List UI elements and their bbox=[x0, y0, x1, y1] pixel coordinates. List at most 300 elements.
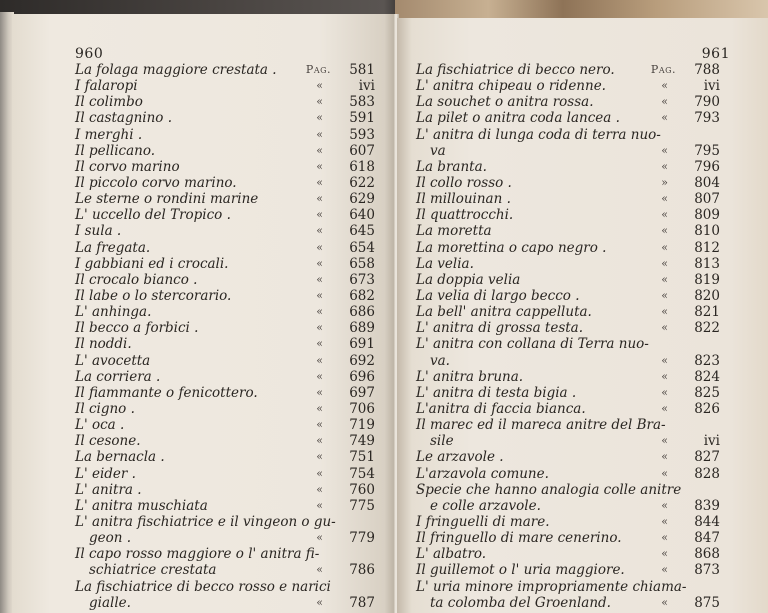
entry-title-line bbox=[75, 78, 375, 94]
entry-title: Il noddi. bbox=[75, 336, 132, 353]
entry-title-line bbox=[416, 466, 720, 482]
ditto-mark: « bbox=[661, 369, 668, 383]
entry-title-line bbox=[75, 191, 375, 207]
entry-title-continuation bbox=[75, 595, 375, 611]
entry-title-line bbox=[75, 62, 375, 78]
index-entry bbox=[75, 433, 375, 449]
entry-title-line bbox=[75, 207, 375, 223]
entry-page-number: 754 bbox=[349, 465, 375, 482]
entry-title: La bernacla . bbox=[75, 449, 165, 466]
entry-title: La velia. bbox=[416, 255, 474, 272]
entry-title: e colle arzavole. bbox=[430, 497, 541, 514]
ditto-mark: « bbox=[316, 595, 323, 609]
ditto-mark: « bbox=[661, 192, 668, 206]
entry-page-number: 875 bbox=[694, 594, 720, 611]
entry-title: Il capo rosso maggiore o l' anitra fi- bbox=[75, 546, 320, 563]
ditto-mark: « bbox=[661, 95, 668, 109]
entry-title: Il cesone. bbox=[75, 433, 141, 450]
entry-title-line bbox=[416, 256, 720, 272]
ditto-mark: « bbox=[316, 175, 323, 189]
entry-page-number: 822 bbox=[694, 320, 720, 337]
entry-title-line bbox=[416, 110, 720, 126]
ditto-mark: « bbox=[661, 159, 668, 173]
index-entry bbox=[75, 159, 375, 175]
entry-title-line bbox=[416, 62, 720, 78]
index-entry bbox=[75, 143, 375, 159]
entry-title-line bbox=[416, 94, 720, 110]
page-number: 960 bbox=[75, 46, 104, 62]
entry-title-line bbox=[416, 562, 720, 578]
page-number: 961 bbox=[701, 46, 730, 62]
entry-page-number: 697 bbox=[349, 384, 375, 401]
entry-title: Il castagnino . bbox=[75, 110, 173, 127]
entry-title: La branta. bbox=[416, 158, 487, 175]
entry-title: La velia di largo becco . bbox=[416, 287, 580, 304]
ditto-mark: « bbox=[661, 224, 668, 238]
entry-title: Le arzavole . bbox=[416, 449, 504, 466]
ditto-mark: « bbox=[661, 450, 668, 464]
entry-page-number: 795 bbox=[694, 142, 720, 159]
index-entry bbox=[75, 320, 375, 336]
ditto-mark: « bbox=[661, 563, 668, 577]
index-entry bbox=[75, 546, 375, 578]
index-entry bbox=[416, 127, 720, 159]
index-entry bbox=[75, 207, 375, 223]
entry-page-number: 779 bbox=[349, 530, 375, 547]
entry-page-number: 839 bbox=[694, 497, 720, 514]
ditto-mark: « bbox=[316, 224, 323, 238]
ditto-mark: « bbox=[316, 337, 323, 351]
entry-title: La corriera . bbox=[75, 368, 161, 385]
entry-title: L' eider . bbox=[75, 465, 136, 482]
entry-title: L' albatro. bbox=[416, 546, 487, 563]
entry-page-number: ivi bbox=[703, 433, 720, 450]
entry-title-line bbox=[416, 207, 720, 223]
entry-title-line bbox=[75, 449, 375, 465]
entry-title-line bbox=[75, 143, 375, 159]
entry-page-number: 825 bbox=[694, 384, 720, 401]
index-entry bbox=[75, 191, 375, 207]
entry-title: Il marec ed il mareca anitre del Bra- bbox=[416, 417, 666, 434]
entry-page-number: 593 bbox=[349, 126, 375, 143]
index-entry bbox=[75, 223, 375, 239]
index-entry bbox=[416, 191, 720, 207]
entry-page-number: 793 bbox=[694, 110, 720, 127]
index-entry bbox=[416, 369, 720, 385]
entry-page-number: 696 bbox=[349, 368, 375, 385]
index-entry bbox=[75, 175, 375, 191]
index-entry bbox=[75, 466, 375, 482]
ditto-mark: « bbox=[661, 305, 668, 319]
index-entry bbox=[416, 256, 720, 272]
index-entry bbox=[75, 304, 375, 320]
page-abbrev-label: Pag. bbox=[305, 63, 331, 76]
entry-title: Il fiammante o fenicottero. bbox=[75, 384, 258, 401]
entry-page-number: 645 bbox=[349, 223, 375, 240]
entry-title: Il quattrocchi. bbox=[416, 207, 514, 224]
entry-page-number: 813 bbox=[694, 255, 720, 272]
index-entry bbox=[75, 272, 375, 288]
index-entry bbox=[416, 579, 720, 611]
index-entry bbox=[75, 353, 375, 369]
ditto-mark: « bbox=[316, 192, 323, 206]
entry-title-line bbox=[75, 482, 375, 498]
entry-title: Il labe o lo stercorario. bbox=[75, 287, 232, 304]
entry-title-line bbox=[416, 449, 720, 465]
ditto-mark: « bbox=[661, 256, 668, 270]
index-entry bbox=[75, 62, 375, 78]
ditto-mark: « bbox=[661, 111, 668, 125]
entry-page-number: 824 bbox=[694, 368, 720, 385]
entry-title-line bbox=[75, 401, 375, 417]
entry-title-line bbox=[75, 336, 375, 352]
entry-title-line bbox=[416, 514, 720, 530]
entry-page-number: 788 bbox=[694, 62, 720, 78]
entry-page-number: 607 bbox=[349, 142, 375, 159]
entry-title: I falaropi bbox=[75, 78, 138, 95]
entry-page-number: 629 bbox=[349, 191, 375, 208]
entry-title: L' oca . bbox=[75, 417, 125, 434]
entry-page-number: ivi bbox=[358, 78, 375, 95]
index-entry bbox=[416, 449, 720, 465]
entry-title: L' anitra muschiata bbox=[75, 497, 208, 514]
entry-title-line bbox=[416, 385, 720, 401]
index-entry bbox=[416, 562, 720, 578]
entry-page-number: 827 bbox=[694, 449, 720, 466]
entry-title: L' uccello del Tropico . bbox=[75, 207, 231, 224]
ditto-mark: « bbox=[316, 466, 323, 480]
entry-page-number: 658 bbox=[349, 255, 375, 272]
entry-title-line bbox=[416, 223, 720, 239]
index-entry bbox=[75, 94, 375, 110]
entry-page-number: 820 bbox=[694, 287, 720, 304]
left-page bbox=[12, 14, 396, 613]
entry-title: geon . bbox=[89, 530, 132, 547]
entry-title: La morettina o capo negro . bbox=[416, 239, 607, 256]
entry-page-number: 812 bbox=[694, 239, 720, 256]
index-entry bbox=[416, 417, 720, 449]
entry-page-number: 581 bbox=[349, 62, 375, 78]
entry-title-line bbox=[75, 320, 375, 336]
entry-page-number: ivi bbox=[703, 78, 720, 95]
ditto-mark: « bbox=[661, 288, 668, 302]
index-entry bbox=[416, 272, 720, 288]
entry-title-line bbox=[75, 514, 375, 530]
ditto-mark: « bbox=[316, 127, 323, 141]
ditto-mark: « bbox=[661, 79, 668, 93]
entry-title-line bbox=[416, 272, 720, 288]
ditto-mark: « bbox=[661, 353, 668, 367]
entry-title: Il guillemot o l' uria maggiore. bbox=[416, 562, 625, 579]
ditto-mark: « bbox=[316, 143, 323, 157]
entry-page-number: 809 bbox=[694, 207, 720, 224]
index-entry bbox=[416, 207, 720, 223]
entry-title-line bbox=[75, 546, 375, 562]
ditto-mark: » bbox=[661, 175, 668, 189]
index-entry bbox=[75, 127, 375, 143]
entry-page-number: 749 bbox=[349, 433, 375, 450]
index-entry bbox=[75, 78, 375, 94]
entry-page-number: 583 bbox=[349, 94, 375, 111]
ditto-mark: « bbox=[661, 401, 668, 415]
entry-page-number: 622 bbox=[349, 174, 375, 191]
ditto-mark: « bbox=[316, 159, 323, 173]
entry-title-line bbox=[75, 223, 375, 239]
ditto-mark: « bbox=[661, 498, 668, 512]
index-entry bbox=[75, 110, 375, 126]
index-entry bbox=[75, 498, 375, 514]
entry-title-line bbox=[75, 175, 375, 191]
entry-title-line bbox=[75, 385, 375, 401]
entry-page-number: 760 bbox=[349, 481, 375, 498]
index-entry bbox=[75, 514, 375, 546]
entry-title: L'anitra di faccia bianca. bbox=[416, 400, 586, 417]
ditto-mark: « bbox=[661, 321, 668, 335]
entry-title-continuation bbox=[75, 562, 375, 578]
entry-page-number: 810 bbox=[694, 223, 720, 240]
ditto-mark: « bbox=[316, 401, 323, 415]
entry-title-continuation bbox=[416, 433, 720, 449]
entry-title-line bbox=[416, 530, 720, 546]
entry-title: La moretta bbox=[416, 223, 492, 240]
entry-title: L'arzavola comune. bbox=[416, 465, 549, 482]
index-list bbox=[75, 62, 375, 611]
entry-title: La souchet o anitra rossa. bbox=[416, 94, 594, 111]
entry-title: Il colimbo bbox=[75, 94, 143, 111]
entry-title: Il becco a forbici . bbox=[75, 320, 199, 337]
entry-title-line bbox=[75, 304, 375, 320]
entry-title-continuation bbox=[416, 498, 720, 514]
index-list bbox=[416, 62, 720, 611]
entry-title-line bbox=[75, 272, 375, 288]
entry-title: I gabbiani ed i crocali. bbox=[75, 255, 229, 272]
entry-title: I sula . bbox=[75, 223, 122, 240]
index-entry bbox=[416, 401, 720, 417]
ditto-mark: « bbox=[316, 450, 323, 464]
ditto-mark: « bbox=[316, 240, 323, 254]
index-entry bbox=[75, 240, 375, 256]
entry-page-number: 654 bbox=[349, 239, 375, 256]
ditto-mark: « bbox=[316, 95, 323, 109]
entry-title: L' anitra di grossa testa. bbox=[416, 320, 584, 337]
entry-title-line bbox=[75, 127, 375, 143]
index-entry bbox=[416, 175, 720, 191]
ditto-mark: « bbox=[316, 272, 323, 286]
entry-page-number: 823 bbox=[694, 352, 720, 369]
entry-page-number: 821 bbox=[694, 304, 720, 321]
entry-page-number: 847 bbox=[694, 530, 720, 547]
entry-title: Il collo rosso . bbox=[416, 174, 512, 191]
entry-page-number: 826 bbox=[694, 400, 720, 417]
entry-title: Il millouinan . bbox=[416, 191, 511, 208]
index-entry bbox=[75, 401, 375, 417]
entry-title: L' anitra di lunga coda di terra nuo- bbox=[416, 126, 661, 143]
entry-title-line bbox=[416, 336, 720, 352]
entry-title-line bbox=[416, 175, 720, 191]
entry-page-number: 751 bbox=[349, 449, 375, 466]
ditto-mark: « bbox=[316, 369, 323, 383]
ditto-mark: « bbox=[661, 240, 668, 254]
ditto-mark: « bbox=[661, 385, 668, 399]
ditto-mark: « bbox=[316, 482, 323, 496]
ditto-mark: « bbox=[661, 547, 668, 561]
entry-title-line bbox=[75, 369, 375, 385]
entry-title: L' anitra . bbox=[75, 481, 142, 498]
entry-title-line bbox=[416, 78, 720, 94]
ditto-mark: « bbox=[316, 256, 323, 270]
entry-title-line bbox=[75, 353, 375, 369]
index-entry bbox=[416, 78, 720, 94]
entry-page-number: 640 bbox=[349, 207, 375, 224]
entry-title-line bbox=[75, 240, 375, 256]
entry-title: L' avocetta bbox=[75, 352, 151, 369]
index-entry bbox=[416, 159, 720, 175]
entry-page-number: 787 bbox=[349, 594, 375, 611]
index-entry bbox=[416, 514, 720, 530]
index-entry bbox=[416, 546, 720, 562]
entry-title: La pilet o anitra coda lancea . bbox=[416, 110, 620, 127]
entry-page-number: 686 bbox=[349, 304, 375, 321]
entry-page-number: 807 bbox=[694, 191, 720, 208]
entry-title: L' anitra con collana di Terra nuo- bbox=[416, 336, 649, 353]
entry-title-continuation bbox=[416, 595, 720, 611]
entry-title: Il corvo marino bbox=[75, 158, 180, 175]
entry-page-number: 673 bbox=[349, 271, 375, 288]
ditto-mark: « bbox=[661, 595, 668, 609]
index-entry bbox=[416, 62, 720, 78]
entry-title: La fischiatrice di becco rosso e narici bbox=[75, 578, 331, 595]
entry-title: Il pellicano. bbox=[75, 142, 156, 159]
ditto-mark: « bbox=[661, 272, 668, 286]
ditto-mark: « bbox=[316, 305, 323, 319]
entry-page-number: 819 bbox=[694, 271, 720, 288]
entry-title: I fringuelli di mare. bbox=[416, 513, 550, 530]
ditto-mark: « bbox=[661, 208, 668, 222]
entry-title-line bbox=[416, 288, 720, 304]
entry-title: Il fringuello di mare cenerino. bbox=[416, 530, 622, 547]
entry-title-line bbox=[416, 240, 720, 256]
ditto-mark: « bbox=[661, 531, 668, 545]
entry-title: Il crocalo bianco . bbox=[75, 271, 198, 288]
index-entry bbox=[416, 482, 720, 514]
index-entry bbox=[75, 288, 375, 304]
index-entry bbox=[416, 110, 720, 126]
entry-title: Il piccolo corvo marino. bbox=[75, 174, 237, 191]
entry-title-line bbox=[416, 127, 720, 143]
entry-page-number: 591 bbox=[349, 110, 375, 127]
entry-title: L' anitra fischiatrice e il vingeon o gu- bbox=[75, 513, 336, 530]
entry-title-line bbox=[416, 401, 720, 417]
entry-page-number: 796 bbox=[694, 158, 720, 175]
index-entry bbox=[416, 530, 720, 546]
ditto-mark: « bbox=[316, 385, 323, 399]
entry-page-number: 706 bbox=[349, 400, 375, 417]
entry-title-line bbox=[416, 191, 720, 207]
ditto-mark: « bbox=[661, 434, 668, 448]
entry-page-number: 692 bbox=[349, 352, 375, 369]
ditto-mark: « bbox=[316, 288, 323, 302]
entry-page-number: 775 bbox=[349, 497, 375, 514]
ditto-mark: « bbox=[661, 143, 668, 157]
entry-title-line bbox=[75, 498, 375, 514]
entry-title: L' anitra di testa bigia . bbox=[416, 384, 577, 401]
ditto-mark: « bbox=[316, 111, 323, 125]
entry-title-line bbox=[75, 579, 375, 595]
entry-page-number: 868 bbox=[694, 546, 720, 563]
entry-page-number: 719 bbox=[349, 417, 375, 434]
index-entry bbox=[75, 417, 375, 433]
entry-title-line bbox=[75, 110, 375, 126]
entry-title-line bbox=[416, 417, 720, 433]
index-entry bbox=[416, 223, 720, 239]
index-entry bbox=[416, 288, 720, 304]
entry-title-line bbox=[416, 546, 720, 562]
index-entry bbox=[75, 369, 375, 385]
entry-title: sile bbox=[430, 433, 454, 450]
index-entry bbox=[75, 336, 375, 352]
index-entry bbox=[75, 579, 375, 611]
entry-title: va. bbox=[430, 352, 450, 369]
entry-title: schiatrice crestata bbox=[89, 562, 217, 579]
entry-title-continuation bbox=[416, 143, 720, 159]
entry-title: Il cigno . bbox=[75, 400, 135, 417]
ditto-mark: « bbox=[661, 514, 668, 528]
entry-page-number: 682 bbox=[349, 287, 375, 304]
entry-title-continuation bbox=[75, 530, 375, 546]
entry-title: ta colomba del Groenland. bbox=[430, 594, 611, 611]
entry-title-line bbox=[75, 417, 375, 433]
entry-title: gialle. bbox=[89, 594, 131, 611]
entry-title-line bbox=[416, 369, 720, 385]
entry-title: La fischiatrice di becco nero. bbox=[416, 62, 615, 78]
entry-title-line bbox=[416, 482, 720, 498]
index-entry bbox=[416, 94, 720, 110]
entry-page-number: 828 bbox=[694, 465, 720, 482]
ditto-mark: « bbox=[316, 321, 323, 335]
index-entry bbox=[416, 320, 720, 336]
entry-title-line bbox=[75, 288, 375, 304]
entry-title: La doppia velia bbox=[416, 271, 521, 288]
ditto-mark: « bbox=[316, 498, 323, 512]
entry-title-line bbox=[416, 320, 720, 336]
index-entry bbox=[416, 304, 720, 320]
ditto-mark: « bbox=[316, 79, 323, 93]
index-entry bbox=[75, 482, 375, 498]
ditto-mark: « bbox=[316, 434, 323, 448]
ditto-mark: « bbox=[316, 418, 323, 432]
entry-title: La fregata. bbox=[75, 239, 151, 256]
index-entry bbox=[416, 336, 720, 368]
entry-title: va bbox=[430, 142, 446, 159]
entry-title: La folaga maggiore crestata . bbox=[75, 62, 277, 78]
page-abbrev-label: Pag. bbox=[650, 63, 676, 76]
entry-title-line bbox=[75, 94, 375, 110]
entry-title: L' uria minore impropriamente chiama- bbox=[416, 578, 687, 595]
entry-title: Specie che hanno analogia colle anitre bbox=[416, 481, 682, 498]
entry-title: L' anhinga. bbox=[75, 304, 152, 321]
index-entry bbox=[75, 256, 375, 272]
ditto-mark: « bbox=[316, 531, 323, 545]
entry-title-line bbox=[416, 304, 720, 320]
entry-title-line bbox=[75, 433, 375, 449]
entry-page-number: 844 bbox=[694, 513, 720, 530]
entry-title-line bbox=[75, 466, 375, 482]
ditto-mark: « bbox=[316, 563, 323, 577]
index-entry bbox=[416, 385, 720, 401]
index-entry bbox=[75, 385, 375, 401]
ditto-mark: « bbox=[316, 353, 323, 367]
right-page bbox=[397, 18, 768, 613]
